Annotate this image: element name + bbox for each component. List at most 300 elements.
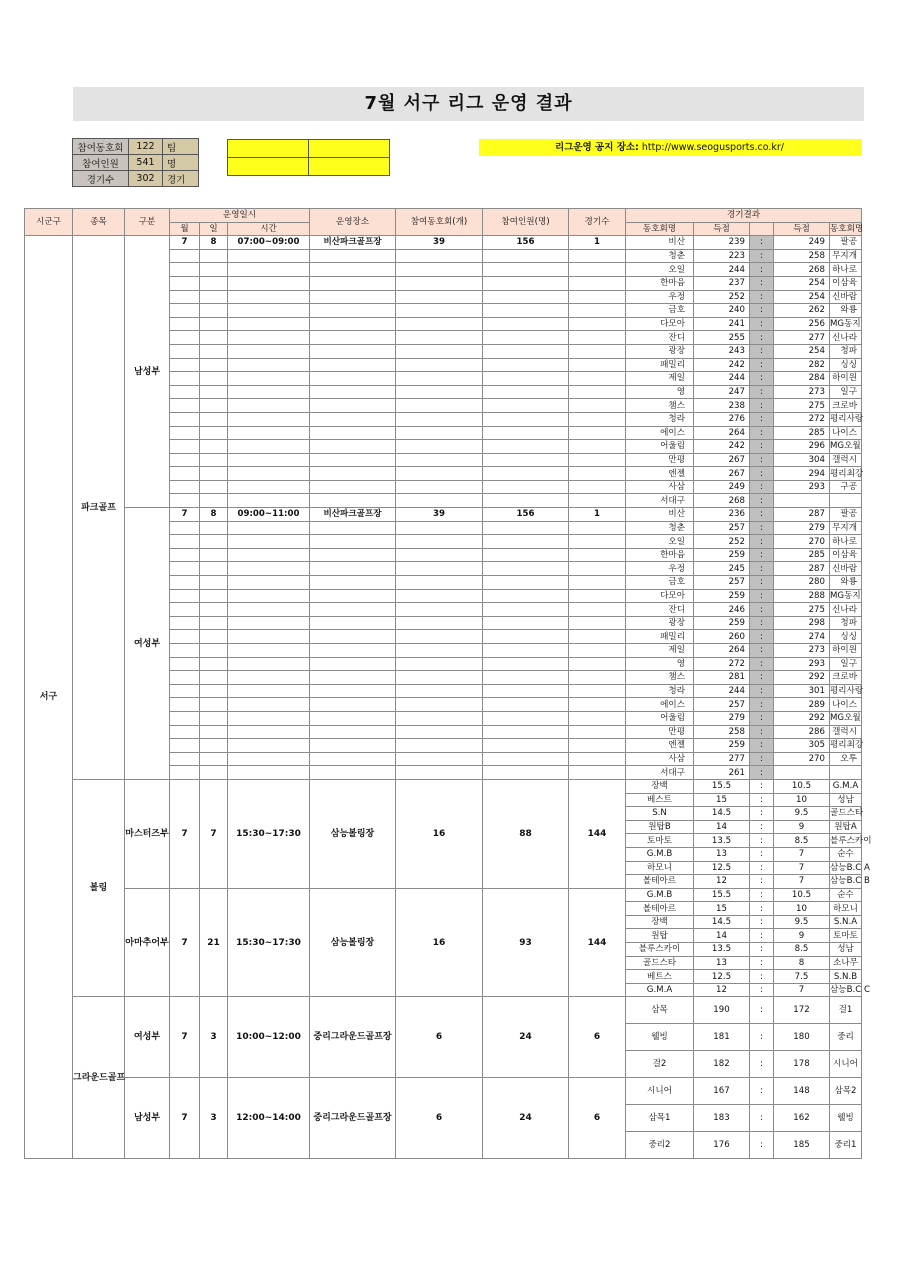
empty-cell — [200, 752, 228, 766]
empty-cell — [569, 630, 626, 644]
score1-cell: 255 — [694, 331, 750, 345]
empty-cell — [483, 684, 569, 698]
empty-cell — [483, 412, 569, 426]
empty-cell — [483, 276, 569, 290]
people-cell: 88 — [483, 779, 569, 888]
division-cell: 남성부 — [125, 1078, 170, 1159]
score1-cell: 244 — [694, 372, 750, 386]
score2-cell: 9.5 — [774, 807, 830, 821]
score2-cell — [774, 494, 830, 508]
score2-cell: 279 — [774, 521, 830, 535]
score2-cell: 8 — [774, 956, 830, 970]
club1-cell: 패밀리 — [626, 630, 694, 644]
club2-cell: 팔공 — [830, 236, 862, 250]
sport-cell: 파크골프 — [73, 236, 125, 780]
empty-cell — [483, 644, 569, 658]
score2-cell: 296 — [774, 440, 830, 454]
empty-cell — [483, 589, 569, 603]
score2-cell: 258 — [774, 249, 830, 263]
division-cell: 남성부 — [125, 236, 170, 508]
empty-cell — [200, 385, 228, 399]
empty-cell — [200, 548, 228, 562]
score-separator: : — [750, 440, 774, 454]
empty-cell — [569, 644, 626, 658]
empty-cell — [396, 630, 483, 644]
club1-cell: 우정 — [626, 562, 694, 576]
club1-cell: 베스트 — [626, 793, 694, 807]
division-cell: 여성부 — [125, 508, 170, 780]
club1-cell: 제일 — [626, 372, 694, 386]
score2-cell: 270 — [774, 752, 830, 766]
score1-cell: 245 — [694, 562, 750, 576]
empty-cell — [228, 698, 310, 712]
empty-cell — [396, 603, 483, 617]
venue-cell: 삼능볼링장 — [310, 888, 396, 997]
score2-cell: 180 — [774, 1024, 830, 1051]
score-separator: : — [750, 766, 774, 780]
club2-cell: 크로바 — [830, 399, 862, 413]
empty-cell — [228, 603, 310, 617]
empty-cell — [396, 671, 483, 685]
time-cell: 12:00~14:00 — [228, 1078, 310, 1159]
empty-cell — [170, 684, 200, 698]
empty-cell — [569, 453, 626, 467]
empty-cell — [200, 399, 228, 413]
club1-cell: 광장 — [626, 616, 694, 630]
score2-cell: 280 — [774, 576, 830, 590]
club2-cell: 하이원 — [830, 372, 862, 386]
club2-cell: 갤럭시 — [830, 725, 862, 739]
score2-cell: 275 — [774, 399, 830, 413]
empty-cell — [396, 412, 483, 426]
score1-cell: 276 — [694, 412, 750, 426]
score1-cell: 242 — [694, 358, 750, 372]
empty-cell — [569, 752, 626, 766]
summary-unit: 명 — [163, 155, 199, 171]
header-score1: 득점 — [694, 222, 750, 236]
empty-cell — [170, 494, 200, 508]
empty-cell — [310, 752, 396, 766]
score-separator: : — [750, 603, 774, 617]
score1-cell: 258 — [694, 725, 750, 739]
empty-cell — [200, 331, 228, 345]
score1-cell: 277 — [694, 752, 750, 766]
empty-cell — [569, 372, 626, 386]
empty-cell — [170, 426, 200, 440]
empty-cell — [228, 725, 310, 739]
empty-cell — [228, 576, 310, 590]
empty-cell — [170, 317, 200, 331]
club2-cell: 걸1 — [830, 997, 862, 1024]
empty-cell — [569, 467, 626, 481]
empty-cell — [483, 535, 569, 549]
empty-cell — [569, 725, 626, 739]
score-separator: : — [750, 548, 774, 562]
empty-cell — [310, 494, 396, 508]
score1-cell: 12.5 — [694, 970, 750, 984]
club1-cell: 영 — [626, 385, 694, 399]
score-separator: : — [750, 684, 774, 698]
empty-cell — [310, 766, 396, 780]
score-separator: : — [750, 657, 774, 671]
empty-cell — [483, 711, 569, 725]
score1-cell: 14 — [694, 929, 750, 943]
empty-cell — [310, 480, 396, 494]
people-cell: 156 — [483, 508, 569, 522]
score1-cell: 260 — [694, 630, 750, 644]
notice-link[interactable]: http://www.seogusports.co.kr/ — [641, 142, 784, 153]
club1-cell: 광장 — [626, 344, 694, 358]
score1-cell: 259 — [694, 589, 750, 603]
club1-cell: 골드스타 — [626, 956, 694, 970]
empty-cell — [228, 684, 310, 698]
empty-cell — [569, 684, 626, 698]
club2-cell: 나이스 — [830, 698, 862, 712]
score2-cell: 10 — [774, 793, 830, 807]
empty-cell — [396, 521, 483, 535]
empty-cell — [569, 412, 626, 426]
empty-cell — [569, 698, 626, 712]
score2-cell: 286 — [774, 725, 830, 739]
score1-cell: 190 — [694, 997, 750, 1024]
venue-cell: 중리그라운드골프장 — [310, 1078, 396, 1159]
summary-unit: 경기 — [163, 171, 199, 187]
club1-cell: 금호 — [626, 304, 694, 318]
sport-cell: 볼링 — [73, 779, 125, 997]
empty-cell — [170, 344, 200, 358]
empty-cell — [483, 739, 569, 753]
empty-cell — [228, 358, 310, 372]
empty-cell — [396, 576, 483, 590]
score2-cell: 274 — [774, 630, 830, 644]
empty-cell — [200, 589, 228, 603]
empty-cell — [200, 344, 228, 358]
empty-cell — [483, 630, 569, 644]
summary-label: 참여동호회 — [73, 139, 129, 155]
empty-cell — [396, 698, 483, 712]
highlight-cell — [309, 158, 390, 176]
empty-cell — [228, 317, 310, 331]
score2-cell: 7 — [774, 983, 830, 997]
header-games: 경기수 — [569, 209, 626, 236]
empty-cell — [200, 684, 228, 698]
score2-cell: 284 — [774, 372, 830, 386]
score-separator: : — [750, 372, 774, 386]
club1-cell: 패밀리 — [626, 358, 694, 372]
score2-cell: 275 — [774, 603, 830, 617]
club2-cell: 무지개 — [830, 249, 862, 263]
empty-cell — [396, 657, 483, 671]
empty-cell — [396, 426, 483, 440]
games-cell: 1 — [569, 508, 626, 522]
empty-cell — [200, 290, 228, 304]
empty-cell — [483, 548, 569, 562]
empty-cell — [569, 344, 626, 358]
score1-cell: 13.5 — [694, 943, 750, 957]
score1-cell: 12.5 — [694, 861, 750, 875]
empty-cell — [569, 616, 626, 630]
score-separator: : — [750, 616, 774, 630]
empty-cell — [200, 630, 228, 644]
empty-cell — [483, 480, 569, 494]
empty-cell — [310, 576, 396, 590]
club2-cell — [830, 494, 862, 508]
header-people: 참여인원(명) — [483, 209, 569, 236]
club1-cell: 한마음 — [626, 276, 694, 290]
empty-cell — [200, 249, 228, 263]
score2-cell: 292 — [774, 711, 830, 725]
empty-cell — [200, 412, 228, 426]
games-cell: 6 — [569, 1078, 626, 1159]
club1-cell: 베트스 — [626, 970, 694, 984]
score-separator: : — [750, 983, 774, 997]
games-cell: 144 — [569, 888, 626, 997]
club1-cell: 장백 — [626, 779, 694, 793]
club1-cell: 청춘 — [626, 249, 694, 263]
score-separator: : — [750, 399, 774, 413]
header-colon — [750, 222, 774, 236]
score-separator: : — [750, 956, 774, 970]
club2-cell — [830, 766, 862, 780]
score1-cell: 181 — [694, 1024, 750, 1051]
score1-cell: 244 — [694, 684, 750, 698]
empty-cell — [228, 494, 310, 508]
empty-cell — [170, 671, 200, 685]
people-cell: 24 — [483, 997, 569, 1078]
score-separator: : — [750, 412, 774, 426]
club1-cell: 만평 — [626, 725, 694, 739]
score2-cell: 301 — [774, 684, 830, 698]
empty-cell — [569, 399, 626, 413]
score1-cell: 13 — [694, 847, 750, 861]
empty-cell — [228, 548, 310, 562]
club2-cell: 소나무 — [830, 956, 862, 970]
empty-cell — [200, 644, 228, 658]
header-month: 월 — [170, 222, 200, 236]
club1-cell: 어울림 — [626, 440, 694, 454]
empty-cell — [170, 739, 200, 753]
games-cell: 1 — [569, 236, 626, 250]
score1-cell: 240 — [694, 304, 750, 318]
empty-cell — [170, 548, 200, 562]
empty-cell — [396, 562, 483, 576]
score-separator: : — [750, 929, 774, 943]
empty-cell — [170, 358, 200, 372]
club1-cell: 잔디 — [626, 603, 694, 617]
score2-cell: 7 — [774, 861, 830, 875]
page-title: 7월 서구 리그 운영 결과 — [73, 87, 864, 121]
empty-cell — [310, 711, 396, 725]
month-cell: 7 — [170, 779, 200, 888]
score-separator: : — [750, 875, 774, 889]
score2-cell: 8.5 — [774, 834, 830, 848]
score-separator: : — [750, 236, 774, 250]
club2-cell: 나이스 — [830, 426, 862, 440]
highlight-cell — [228, 158, 309, 176]
score-separator: : — [750, 1051, 774, 1078]
sport-cell: 그라운드골프 — [73, 997, 125, 1159]
score-separator: : — [750, 847, 774, 861]
score2-cell: 10.5 — [774, 779, 830, 793]
club2-cell: 하나로 — [830, 535, 862, 549]
clubs-cell: 39 — [396, 236, 483, 250]
club2-cell: 무지개 — [830, 521, 862, 535]
empty-cell — [396, 385, 483, 399]
empty-cell — [170, 644, 200, 658]
club2-cell: 싱싱 — [830, 358, 862, 372]
empty-cell — [310, 630, 396, 644]
score2-cell: 256 — [774, 317, 830, 331]
score1-cell: 279 — [694, 711, 750, 725]
header-clubs: 참여동호회(개) — [396, 209, 483, 236]
score-separator: : — [750, 779, 774, 793]
score1-cell: 272 — [694, 657, 750, 671]
score1-cell: 242 — [694, 440, 750, 454]
empty-cell — [170, 603, 200, 617]
empty-cell — [228, 657, 310, 671]
empty-cell — [310, 603, 396, 617]
club2-cell: 토마토 — [830, 929, 862, 943]
empty-cell — [396, 480, 483, 494]
empty-cell — [483, 290, 569, 304]
score-separator: : — [750, 943, 774, 957]
empty-cell — [396, 467, 483, 481]
score1-cell: 243 — [694, 344, 750, 358]
score-separator: : — [750, 426, 774, 440]
empty-cell — [228, 562, 310, 576]
empty-cell — [483, 372, 569, 386]
score-separator: : — [750, 997, 774, 1024]
club2-cell: 평리사랑 — [830, 686, 864, 697]
score2-cell: 294 — [774, 467, 830, 481]
empty-cell — [200, 440, 228, 454]
empty-cell — [200, 304, 228, 318]
club1-cell: 볼테아르 — [626, 875, 694, 889]
club1-cell: 볼테아르 — [626, 902, 694, 916]
table-row — [25, 888, 862, 902]
score2-cell: 268 — [774, 263, 830, 277]
empty-cell — [170, 657, 200, 671]
club1-cell: 웰빙 — [626, 1024, 694, 1051]
people-cell: 93 — [483, 888, 569, 997]
empty-cell — [228, 739, 310, 753]
club1-cell: 오일 — [626, 535, 694, 549]
empty-cell — [200, 263, 228, 277]
empty-cell — [170, 521, 200, 535]
club1-cell: 서대구 — [626, 494, 694, 508]
empty-cell — [200, 671, 228, 685]
time-cell: 15:30~17:30 — [228, 779, 310, 888]
empty-cell — [569, 657, 626, 671]
empty-cell — [200, 317, 228, 331]
empty-cell — [310, 521, 396, 535]
empty-cell — [170, 698, 200, 712]
club2-cell: 이삼육 — [830, 276, 862, 290]
empty-cell — [200, 276, 228, 290]
empty-cell — [228, 480, 310, 494]
empty-cell — [569, 249, 626, 263]
empty-cell — [170, 399, 200, 413]
day-cell: 21 — [200, 888, 228, 997]
summary-unit: 팀 — [163, 139, 199, 155]
header-row — [25, 209, 862, 223]
header-time: 시간 — [228, 222, 310, 236]
day-cell: 8 — [200, 236, 228, 250]
empty-cell — [396, 276, 483, 290]
club2-cell: MG동지 — [830, 590, 861, 601]
empty-cell — [200, 453, 228, 467]
score1-cell: 244 — [694, 263, 750, 277]
score2-cell: 9 — [774, 929, 830, 943]
empty-cell — [569, 331, 626, 345]
empty-cell — [310, 535, 396, 549]
score2-cell: 10.5 — [774, 888, 830, 902]
summary-box — [72, 138, 199, 187]
highlight-cell — [228, 140, 309, 158]
score1-cell: 237 — [694, 276, 750, 290]
club1-cell: 사삼 — [626, 752, 694, 766]
empty-cell — [569, 739, 626, 753]
empty-cell — [483, 698, 569, 712]
empty-cell — [170, 331, 200, 345]
empty-cell — [310, 372, 396, 386]
empty-cell — [396, 317, 483, 331]
empty-cell — [200, 494, 228, 508]
score1-cell: 223 — [694, 249, 750, 263]
club2-cell: MG오월 — [830, 441, 861, 452]
club1-cell: 걸2 — [626, 1051, 694, 1078]
club2-cell: 삼능B.C C — [830, 985, 870, 996]
club2-cell: 시니어 — [830, 1051, 862, 1078]
club1-cell: 원탑B — [626, 820, 694, 834]
score-separator: : — [750, 902, 774, 916]
score1-cell: 257 — [694, 521, 750, 535]
empty-cell — [200, 576, 228, 590]
club2-cell: 중리 — [830, 1024, 862, 1051]
empty-cell — [310, 358, 396, 372]
header-club2: 동호회명 — [830, 223, 864, 234]
table-row — [25, 997, 862, 1024]
header-result: 경기결과 — [626, 209, 862, 223]
score-separator: : — [750, 630, 774, 644]
empty-cell — [483, 304, 569, 318]
empty-cell — [569, 576, 626, 590]
score-separator: : — [750, 1024, 774, 1051]
header-schedule: 운영일시 — [170, 209, 310, 223]
empty-cell — [396, 290, 483, 304]
score2-cell: 287 — [774, 562, 830, 576]
empty-cell — [569, 304, 626, 318]
empty-cell — [483, 521, 569, 535]
score1-cell: 14.5 — [694, 807, 750, 821]
empty-cell — [396, 616, 483, 630]
club1-cell: 챔스 — [626, 671, 694, 685]
empty-cell — [228, 671, 310, 685]
venue-cell: 비산파크골프장 — [310, 508, 396, 522]
club1-cell: 청라 — [626, 684, 694, 698]
empty-cell — [483, 426, 569, 440]
venue-cell: 중리그라운드골프장 — [310, 997, 396, 1078]
empty-cell — [483, 385, 569, 399]
empty-cell — [310, 412, 396, 426]
empty-cell — [310, 548, 396, 562]
club1-cell: G.M.B — [626, 888, 694, 902]
score-separator: : — [750, 915, 774, 929]
score-separator: : — [750, 453, 774, 467]
club2-cell: 블루스카이 — [830, 835, 872, 846]
score1-cell: 183 — [694, 1105, 750, 1132]
empty-cell — [310, 331, 396, 345]
